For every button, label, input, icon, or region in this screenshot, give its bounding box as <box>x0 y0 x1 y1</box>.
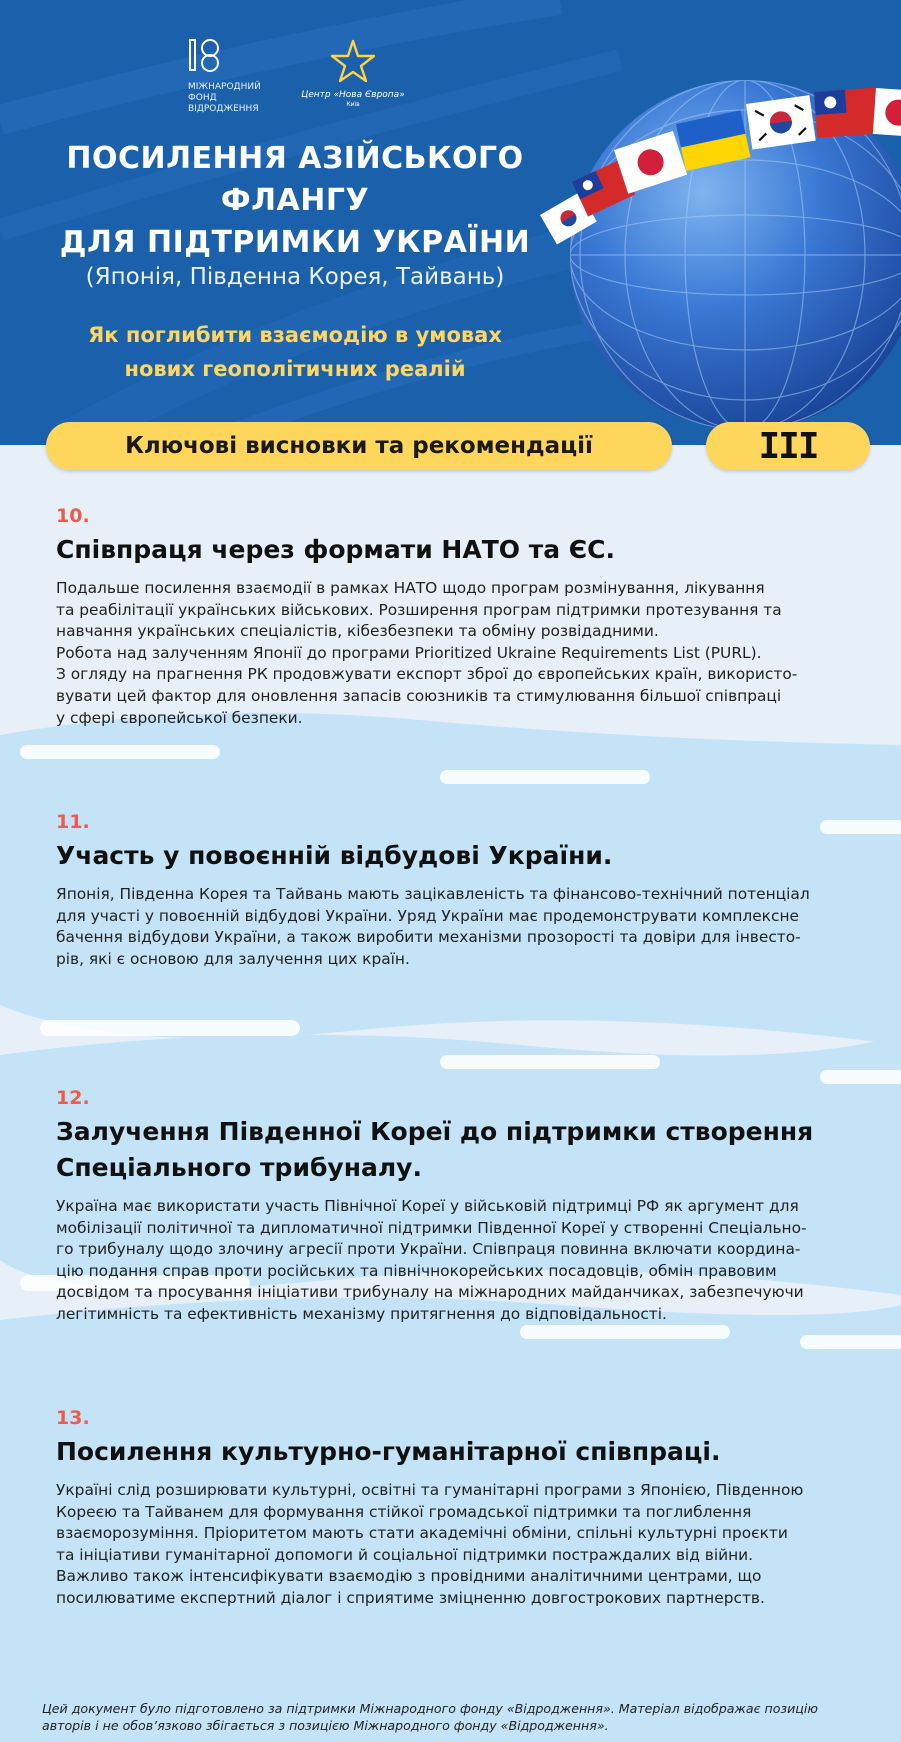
recommendation-section <box>56 810 856 970</box>
new-europe-logo-text: Центр «Нова Європа» <box>301 90 405 100</box>
section-banner-label: Ключові висновки та рекомендації <box>125 433 593 459</box>
page-title <box>40 138 550 264</box>
tagline-line: нових геополітичних реалій <box>124 357 466 381</box>
recommendation-section <box>56 1406 856 1610</box>
section-heading: Участь у повоєнній відбудові України. <box>56 841 613 870</box>
header-banner <box>0 0 901 445</box>
title-line: ПОСИЛЕННЯ АЗІЙСЬКОГО <box>66 141 524 176</box>
section-heading: Залучення Південної Кореї до підтримки створення Спеціального трибуналу. <box>56 1117 814 1182</box>
section-body: Японія, Південна Корея та Тайвань мають зацікавленість та фінансово-технічний потенціал для участі у повоєнній відбудові України. Уряд України має продемонструвати комплексне бачення відбудови України, а також виробити механізми прозорості та довіри для інвесто- рів, які є основою для залучення цих країн. <box>56 885 810 968</box>
section-body: Україні слід розширювати культурні, освітні та гуманітарні програми з Японією, Південною Кореєю та Тайванем для формування стійкої громадської підтримки та поглиблення взаєморозуміння. Пріоритетом мають стати академічні обміни, спільні культурні проєкти та ініціативи гуманітарної допомоги й соціальної підтримки постраждалих від війни. Важливо також інтенсифікувати взаємодію з провідними аналітичними центрами, що посилюватиме експертний діалог і сприятиме зміцненню довгострокових партнерств. <box>56 1481 804 1607</box>
irf-logo-text: МІЖНАРОДНИЙ ФОНД ВІДРОДЖЕННЯ <box>188 82 261 114</box>
section-body: Україна має використати участь Північної Кореї у військовій підтримці РФ як аргумент для мобілізації політичної та дипломатичної підтримки Південної Кореї у створенні Спеціально- го трибуналу щодо злочину агресії проти України. Співпраця повинна включати координа- цію подання справ проти російських та північнокорейських посадовців, обмін правовим досвідом та просування ініціативи трибуналу на міжнародних майданчиках, забезпечуючи легітимність та ефективність механізму притягнення до відповідальності. <box>56 1197 807 1323</box>
title-line: ФЛАНГУ <box>220 183 370 218</box>
irf-logo <box>188 38 268 115</box>
logos-row <box>188 38 408 115</box>
new-europe-logo-city: Київ <box>346 101 360 108</box>
section-number: 13. <box>56 1407 90 1429</box>
page-tagline <box>40 318 550 386</box>
section-heading: Посилення культурно-гуманітарної співпраці. <box>56 1437 721 1466</box>
section-number: 12. <box>56 1087 90 1109</box>
title-line: ДЛЯ ПІДТРИМКИ УКРАЇНИ <box>59 225 531 260</box>
section-body: Подальше посилення взаємодії в рамках НАТО щодо програм розмінування, лікування та реабілітації українських військових. Розширення програм підтримки протезування та навчання українських спеціалістів, кібезбезпеки та обміну розвідадними. Робота над залученням Японії до програми Prioritized Ukraine Requirements List (PURL). З огляду на прагнення РК продовжувати експорт зброї до європейських країн, використо- вувати цей фактор для оновлення запасів союзників та стимулювання більшої співпраці у сфері європейської безпеки. <box>56 579 798 727</box>
footer-disclaimer: Цей документ було підготовлено за підтримки Міжнародного фонду «Відродження». Матеріал відображає позицію авторів і не обов’язково збігається з позицією Міжнародного фонду «Відродження». <box>42 1701 818 1733</box>
section-heading: Співпраця через формати НАТО та ЄС. <box>56 535 615 564</box>
page-subtitle: (Японія, Південна Корея, Тайвань) <box>85 264 505 290</box>
part-number-badge <box>706 422 870 470</box>
part-number: III <box>758 425 818 467</box>
star-icon <box>329 38 377 84</box>
new-europe-logo <box>298 38 408 109</box>
section-number: 10. <box>56 505 90 527</box>
section-banner <box>46 422 672 470</box>
section-number: 11. <box>56 811 90 833</box>
recommendation-section <box>56 504 856 729</box>
tagline-line: Як поглибити взаємодію в умовах <box>88 323 502 347</box>
irf-mark-icon <box>188 38 222 74</box>
recommendation-section <box>56 1086 856 1326</box>
